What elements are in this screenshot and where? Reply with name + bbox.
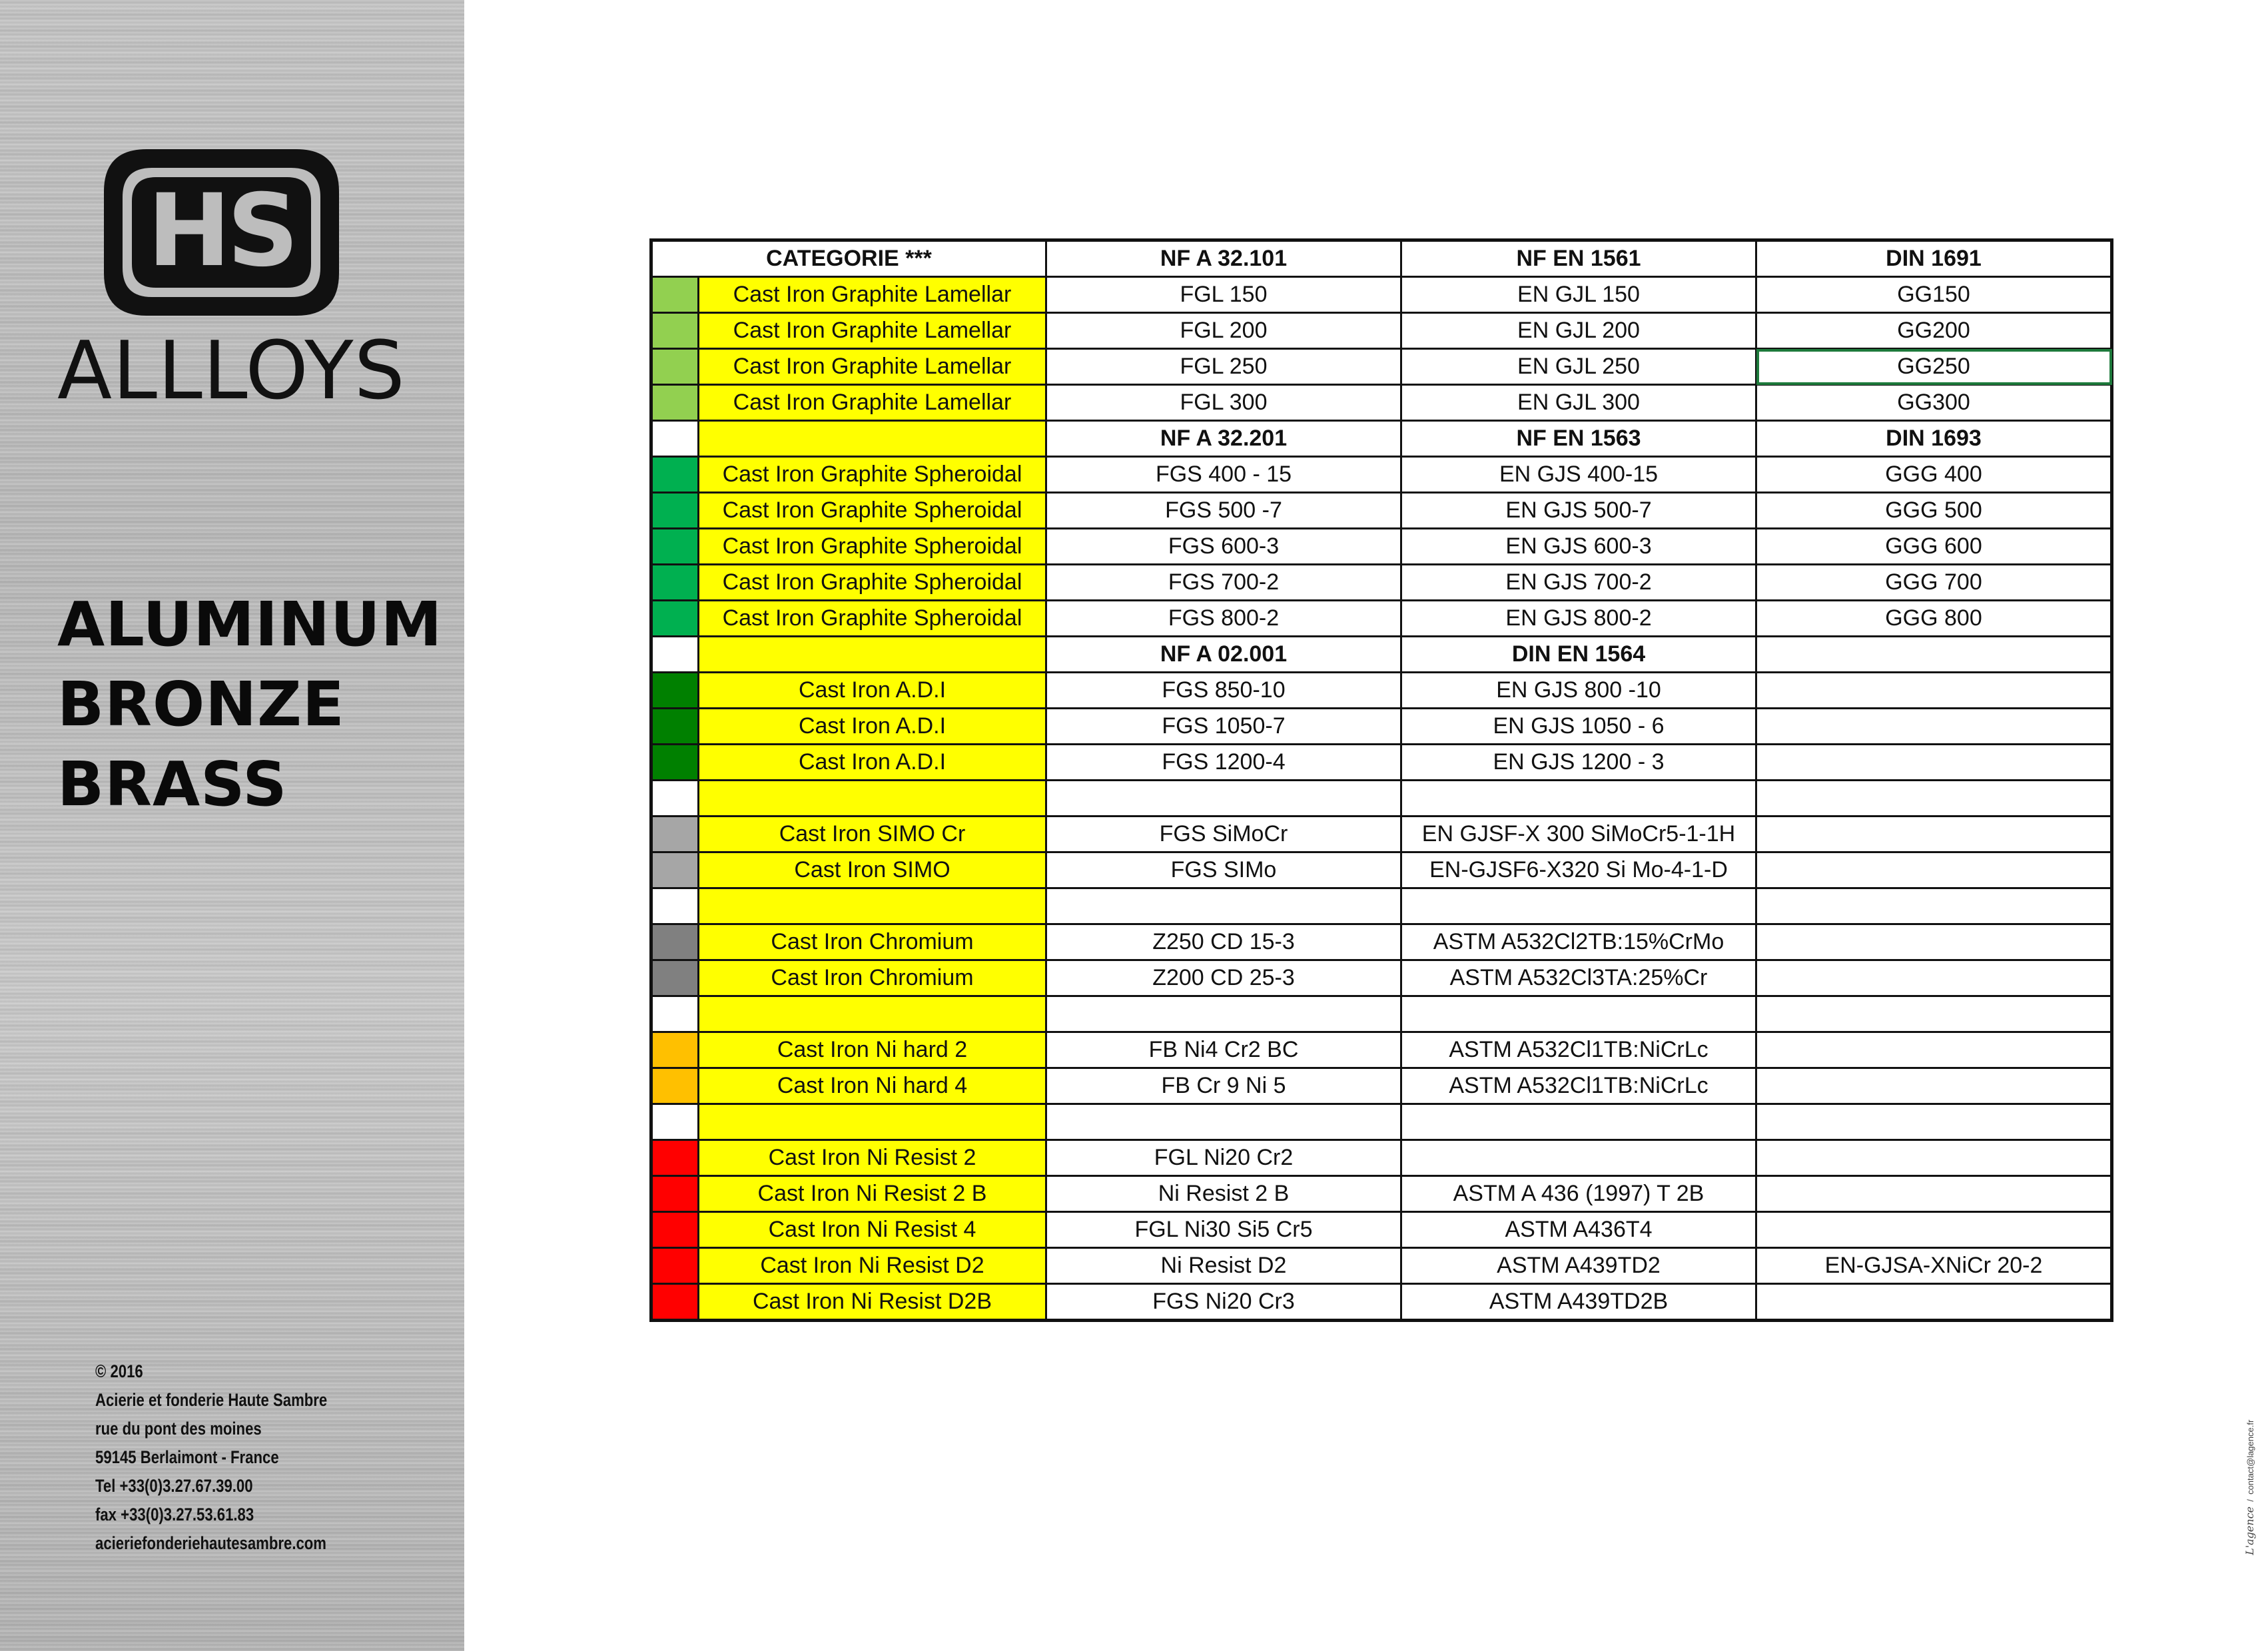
din-cell[interactable] <box>1756 709 2112 745</box>
agency-signature: L'agence <box>2243 1506 2256 1555</box>
din-cell[interactable] <box>1756 673 2112 709</box>
nf-en-cell[interactable]: EN GJS 600-3 <box>1401 529 1756 565</box>
category-cell[interactable]: Cast Iron Graphite Spheroidal <box>699 565 1046 601</box>
address-city: 59145 Berlaimont - France <box>95 1447 279 1467</box>
color-swatch <box>651 601 699 637</box>
nf-en-cell[interactable]: ASTM A532Cl3TA:25%Cr <box>1401 960 1756 996</box>
din-cell[interactable] <box>1756 1176 2112 1212</box>
table-row <box>651 529 2112 565</box>
color-swatch <box>651 1248 699 1284</box>
color-swatch <box>651 996 699 1032</box>
din-cell[interactable]: EN-GJSA-XNiCr 20-2 <box>1756 1248 2112 1284</box>
nf-en-cell[interactable] <box>1401 1104 1756 1140</box>
table-row <box>651 565 2112 601</box>
table-row <box>651 1032 2112 1068</box>
nf-en-cell[interactable]: ASTM A436T4 <box>1401 1212 1756 1248</box>
nf-a-cell[interactable]: FGS 1050-7 <box>1046 709 1401 745</box>
din-cell[interactable] <box>1756 1104 2112 1140</box>
nf-a-cell[interactable]: FGS 400 - 15 <box>1046 457 1401 493</box>
nf-a-cell[interactable]: FGS 850-10 <box>1046 673 1401 709</box>
category-cell[interactable]: Cast Iron Ni Resist D2 <box>699 1248 1046 1284</box>
contact-block <box>95 1357 442 1558</box>
nf-en-cell[interactable] <box>1401 781 1756 817</box>
nf-a-cell[interactable]: FGS 600-3 <box>1046 529 1401 565</box>
nf-en-cell[interactable]: NF EN 1563 <box>1401 421 1756 457</box>
header-nf-a: NF A 32.101 <box>1046 240 1401 277</box>
table-row <box>651 960 2112 996</box>
category-cell[interactable]: Cast Iron Graphite Lamellar <box>699 385 1046 421</box>
logo-letters: HS <box>147 173 295 289</box>
category-cell[interactable]: Cast Iron Ni Resist 4 <box>699 1212 1046 1248</box>
color-swatch <box>651 960 699 996</box>
phone: Tel +33(0)3.27.67.39.00 <box>95 1476 253 1496</box>
table-row <box>651 888 2112 924</box>
nf-en-cell[interactable]: ASTM A532Cl2TB:15%CrMo <box>1401 924 1756 960</box>
category-cell[interactable] <box>699 888 1046 924</box>
address-street: rue du pont des moines <box>95 1419 262 1439</box>
table-row <box>651 745 2112 781</box>
fax: fax +33(0)3.27.53.61.83 <box>95 1504 254 1524</box>
nf-en-cell[interactable]: ASTM A 436 (1997) T 2B <box>1401 1176 1756 1212</box>
color-swatch <box>651 313 699 349</box>
category-cell[interactable]: Cast Iron Ni Resist D2B <box>699 1284 1046 1321</box>
category-cell[interactable]: Cast Iron Graphite Lamellar <box>699 277 1046 313</box>
color-swatch <box>651 385 699 421</box>
category-cell[interactable]: Cast Iron Graphite Lamellar <box>699 313 1046 349</box>
nf-en-cell[interactable]: ASTM A532Cl1TB:NiCrLc <box>1401 1068 1756 1104</box>
color-swatch <box>651 493 699 529</box>
table-body <box>651 240 2112 1321</box>
table-row <box>651 313 2112 349</box>
nf-a-cell[interactable]: FGS 800-2 <box>1046 601 1401 637</box>
product-aluminum: ALUMINUM <box>57 589 443 660</box>
table-row <box>651 457 2112 493</box>
din-cell[interactable] <box>1756 1068 2112 1104</box>
category-cell[interactable] <box>699 781 1046 817</box>
table-row <box>651 277 2112 313</box>
color-swatch <box>651 924 699 960</box>
table-row <box>651 996 2112 1032</box>
nf-en-cell[interactable]: EN GJL 200 <box>1401 313 1756 349</box>
nf-a-cell[interactable]: Z250 CD 15-3 <box>1046 924 1401 960</box>
nf-en-cell[interactable] <box>1401 888 1756 924</box>
nf-en-cell[interactable]: EN GJL 250 <box>1401 349 1756 385</box>
agency-email[interactable]: contact@lagence.fr <box>2245 1419 2255 1494</box>
nf-en-cell[interactable]: DIN EN 1564 <box>1401 637 1756 673</box>
category-cell[interactable]: Cast Iron Graphite Spheroidal <box>699 493 1046 529</box>
brand-panel <box>0 0 464 1651</box>
table-row <box>651 852 2112 888</box>
category-cell[interactable] <box>699 637 1046 673</box>
color-swatch <box>651 277 699 313</box>
nf-a-cell[interactable]: FB Cr 9 Ni 5 <box>1046 1068 1401 1104</box>
product-list <box>57 585 442 825</box>
nf-a-cell[interactable]: FGL 200 <box>1046 313 1401 349</box>
din-cell[interactable] <box>1756 924 2112 960</box>
nf-en-cell[interactable]: EN GJS 700-2 <box>1401 565 1756 601</box>
nf-a-cell[interactable]: FGL 300 <box>1046 385 1401 421</box>
table-row <box>651 781 2112 817</box>
nf-en-cell[interactable]: EN GJL 150 <box>1401 277 1756 313</box>
nf-en-cell[interactable]: EN GJS 1200 - 3 <box>1401 745 1756 781</box>
din-cell[interactable] <box>1756 888 2112 924</box>
header-category: CATEGORIE *** <box>651 240 1046 277</box>
din-cell[interactable] <box>1756 745 2112 781</box>
category-cell[interactable] <box>699 421 1046 457</box>
table-row <box>651 385 2112 421</box>
din-cell[interactable]: GGG 600 <box>1756 529 2112 565</box>
color-swatch <box>651 565 699 601</box>
nf-a-cell[interactable]: FGL 250 <box>1046 349 1401 385</box>
nf-a-cell[interactable]: FGS Ni20 Cr3 <box>1046 1284 1401 1321</box>
nf-en-cell[interactable]: EN GJS 400-15 <box>1401 457 1756 493</box>
din-cell[interactable]: GG250 <box>1756 349 2112 385</box>
color-swatch <box>651 1032 699 1068</box>
nf-en-cell[interactable]: EN GJS 800-2 <box>1401 601 1756 637</box>
nf-en-cell[interactable]: EN GJS 500-7 <box>1401 493 1756 529</box>
din-cell[interactable] <box>1756 1212 2112 1248</box>
nf-a-cell[interactable]: FGS SiMoCr <box>1046 817 1401 852</box>
table-row <box>651 1212 2112 1248</box>
din-cell[interactable]: GGG 700 <box>1756 565 2112 601</box>
company-name: Acierie et fonderie Haute Sambre <box>95 1390 328 1410</box>
din-cell[interactable] <box>1756 852 2112 888</box>
nf-en-cell[interactable]: EN GJS 800 -10 <box>1401 673 1756 709</box>
din-cell[interactable] <box>1756 1284 2112 1321</box>
category-cell[interactable] <box>699 1104 1046 1140</box>
nf-a-cell[interactable]: NF A 32.201 <box>1046 421 1401 457</box>
category-cell[interactable]: Cast Iron A.D.I <box>699 745 1046 781</box>
nf-a-cell[interactable]: Ni Resist D2 <box>1046 1248 1401 1284</box>
category-cell[interactable]: Cast Iron Chromium <box>699 960 1046 996</box>
table-row <box>651 1068 2112 1104</box>
category-cell[interactable]: Cast Iron Ni Resist 2 <box>699 1140 1046 1176</box>
color-swatch <box>651 888 699 924</box>
category-cell[interactable]: Cast Iron Chromium <box>699 924 1046 960</box>
nf-en-cell[interactable]: EN GJS 1050 - 6 <box>1401 709 1756 745</box>
nf-a-cell[interactable]: FB Ni4 Cr2 BC <box>1046 1032 1401 1068</box>
nf-en-cell[interactable]: ASTM A439TD2 <box>1401 1248 1756 1284</box>
hs-logo-icon <box>100 145 343 320</box>
website-link[interactable]: acieriefonderiehautesambre.com <box>95 1533 327 1553</box>
din-cell[interactable]: GGG 800 <box>1756 601 2112 637</box>
color-swatch <box>651 1068 699 1104</box>
nf-a-cell[interactable]: FGL Ni30 Si5 Cr5 <box>1046 1212 1401 1248</box>
table-header-row <box>651 240 2112 277</box>
nf-a-cell[interactable]: FGL Ni20 Cr2 <box>1046 1140 1401 1176</box>
color-swatch <box>651 1140 699 1176</box>
nf-a-cell[interactable] <box>1046 781 1401 817</box>
table-row <box>651 349 2112 385</box>
product-brass: BRASS <box>57 749 288 820</box>
din-cell[interactable]: GG150 <box>1756 277 2112 313</box>
color-swatch <box>651 1176 699 1212</box>
category-cell[interactable]: Cast Iron Ni hard 2 <box>699 1032 1046 1068</box>
din-cell[interactable]: GG300 <box>1756 385 2112 421</box>
nf-a-cell[interactable]: FGL 150 <box>1046 277 1401 313</box>
category-cell[interactable]: Cast Iron Graphite Spheroidal <box>699 529 1046 565</box>
color-swatch <box>651 745 699 781</box>
category-cell[interactable]: Cast Iron A.D.I <box>699 673 1046 709</box>
product-bronze: BRONZE <box>57 669 345 740</box>
category-cell[interactable]: Cast Iron Ni hard 4 <box>699 1068 1046 1104</box>
nf-a-cell[interactable]: FGS SIMo <box>1046 852 1401 888</box>
grade-equivalence-table <box>649 238 2113 1322</box>
table-row <box>651 1248 2112 1284</box>
table-row <box>651 924 2112 960</box>
color-swatch <box>651 457 699 493</box>
table-row <box>651 673 2112 709</box>
table-row <box>651 493 2112 529</box>
din-cell[interactable] <box>1756 637 2112 673</box>
nf-a-cell[interactable]: NF A 02.001 <box>1046 637 1401 673</box>
nf-en-cell[interactable]: EN GJSF-X 300 SiMoCr5-1-1H <box>1401 817 1756 852</box>
table-row <box>651 1176 2112 1212</box>
category-cell[interactable]: Cast Iron Ni Resist 2 B <box>699 1176 1046 1212</box>
category-cell[interactable]: Cast Iron SIMO Cr <box>699 817 1046 852</box>
din-cell[interactable] <box>1756 996 2112 1032</box>
nf-en-cell[interactable] <box>1401 1140 1756 1176</box>
color-swatch <box>651 781 699 817</box>
din-cell[interactable] <box>1756 1032 2112 1068</box>
nf-a-cell[interactable] <box>1046 888 1401 924</box>
din-cell[interactable]: GGG 500 <box>1756 493 2112 529</box>
nf-a-cell[interactable] <box>1046 996 1401 1032</box>
color-swatch <box>651 1212 699 1248</box>
din-cell[interactable] <box>1756 781 2112 817</box>
category-cell[interactable]: Cast Iron Graphite Lamellar <box>699 349 1046 385</box>
color-swatch <box>651 1104 699 1140</box>
copyright: © 2016 <box>95 1361 143 1381</box>
din-cell[interactable] <box>1756 1140 2112 1176</box>
table-subheader-row <box>651 421 2112 457</box>
table-row <box>651 1104 2112 1140</box>
nf-a-cell[interactable] <box>1046 1104 1401 1140</box>
color-swatch <box>651 709 699 745</box>
color-swatch <box>651 349 699 385</box>
table-row <box>651 709 2112 745</box>
din-cell[interactable]: DIN 1693 <box>1756 421 2112 457</box>
nf-en-cell[interactable]: EN GJL 300 <box>1401 385 1756 421</box>
color-swatch <box>651 852 699 888</box>
brand-name: ALLLOYS <box>57 325 406 418</box>
table-row <box>651 817 2112 852</box>
category-cell[interactable]: Cast Iron A.D.I <box>699 709 1046 745</box>
nf-en-cell[interactable]: EN-GJSF6-X320 Si Mo-4-1-D <box>1401 852 1756 888</box>
din-cell[interactable] <box>1756 960 2112 996</box>
category-cell[interactable] <box>699 996 1046 1032</box>
nf-a-cell[interactable]: Ni Resist 2 B <box>1046 1176 1401 1212</box>
header-din: DIN 1691 <box>1756 240 2112 277</box>
din-cell[interactable]: GGG 400 <box>1756 457 2112 493</box>
category-cell[interactable]: Cast Iron Graphite Spheroidal <box>699 601 1046 637</box>
nf-en-cell[interactable] <box>1401 996 1756 1032</box>
table-row <box>651 1284 2112 1321</box>
table-row <box>651 1140 2112 1176</box>
color-swatch <box>651 421 699 457</box>
nf-a-cell[interactable]: FGS 500 -7 <box>1046 493 1401 529</box>
color-swatch <box>651 529 699 565</box>
color-swatch <box>651 637 699 673</box>
color-swatch <box>651 673 699 709</box>
nf-en-cell[interactable]: ASTM A532Cl1TB:NiCrLc <box>1401 1032 1756 1068</box>
nf-a-cell[interactable]: FGS 1200-4 <box>1046 745 1401 781</box>
nf-en-cell[interactable]: ASTM A439TD2B <box>1401 1284 1756 1321</box>
din-cell[interactable]: GG200 <box>1756 313 2112 349</box>
table-subheader-row <box>651 637 2112 673</box>
category-cell[interactable]: Cast Iron SIMO <box>699 852 1046 888</box>
category-cell[interactable]: Cast Iron Graphite Spheroidal <box>699 457 1046 493</box>
table-row <box>651 601 2112 637</box>
nf-a-cell[interactable]: FGS 700-2 <box>1046 565 1401 601</box>
header-nf-en: NF EN 1561 <box>1401 240 1756 277</box>
color-swatch <box>651 817 699 852</box>
color-swatch <box>651 1284 699 1321</box>
din-cell[interactable] <box>1756 817 2112 852</box>
agency-credit: L'agence / contact@lagence.fr <box>2243 1419 2256 1555</box>
nf-a-cell[interactable]: Z200 CD 25-3 <box>1046 960 1401 996</box>
